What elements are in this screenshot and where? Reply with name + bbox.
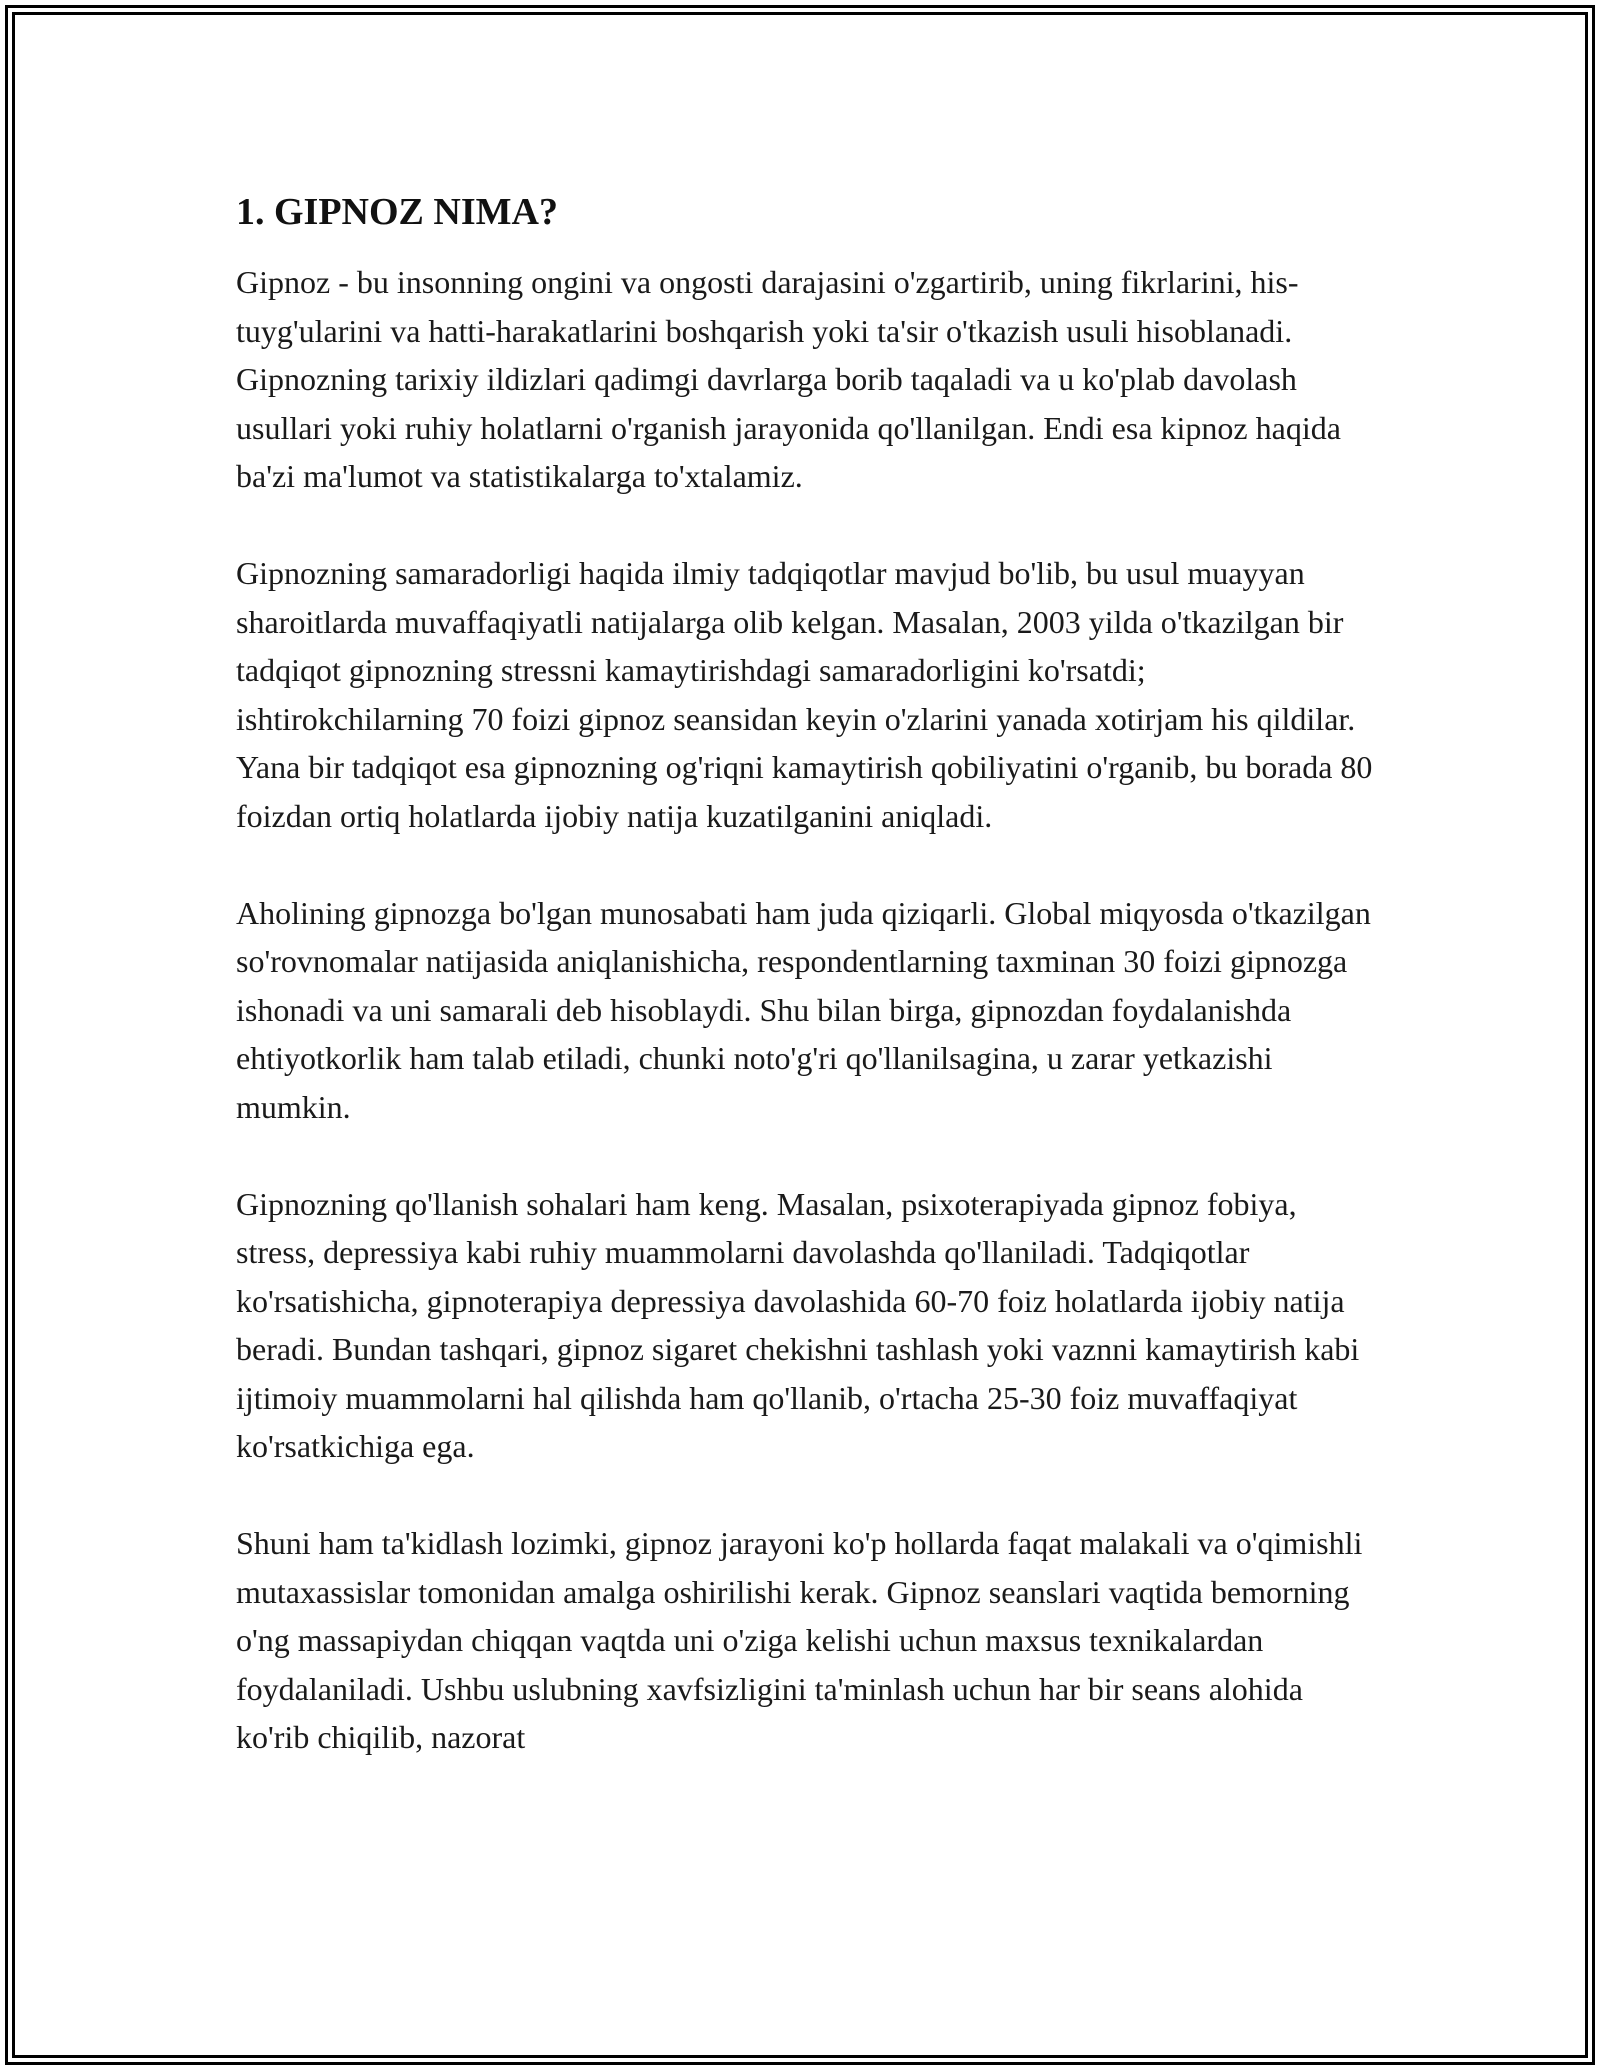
paragraph-effectiveness: Gipnozning samaradorligi haqida ilmiy tadqiqotlar mavjud bo'lib, bu usul muayyan sharoitlarda muvaffaqiyatli natijalarga olib kelgan. Masalan, 2003 yilda o'tkazilgan bir tadqiqot gipnozning stressni kamaytirishdagi samaradorligini ko'rsatdi; ishtirokchilarning 70 foizi gipnoz seansidan keyin o'zlarini yanada xotirjam his qildilar. Yana bir tadqiqot esa gipnozning og'riqni kamaytirish qobiliyatini o'rganib, bu borada 80 foizdan ortiq holatlarda ijobiy natija kuzatilganini aniqladi. <box>236 555 1373 834</box>
paragraph-definition: Gipnoz - bu insonning ongini va ongosti darajasini o'zgartirib, uning fikrlarini, his-tuyg'ularini va hatti-harakatlarini boshqarish yoki ta'sir o'tkazish usuli hisoblanadi. Gipnozning tarixiy ildizlari qadimgi davrlarga borib taqaladi va u ko'plab davolash usullari yoki ruhiy holatlarni o'rganish jarayonida qo'llanilgan. Endi esa kipnoz haqida ba'zi ma'lumot va statistikalarga to'xtalamiz. <box>236 264 1341 494</box>
section-heading: 1. GIPNOZ NIMA? <box>236 191 558 233</box>
paragraph-safety: Shuni ham ta'kidlash lozimki, gipnoz jarayoni ko'p hollarda faqat malakali va o'qimishli mutaxassislar tomonidan amalga oshirilishi kerak. Gipnoz seanslari vaqtida bemorning o'ng massapiydan chiqqan vaqtda uni o'ziga kelishi uchun maxsus texnikalardan foydalaniladi. Ushbu uslubning xavfsizligini ta'minlash uchun har bir seans alohida ko'rib chiqilib, nazorat <box>236 1525 1363 1755</box>
document-body <box>236 188 1376 1810</box>
paragraph-applications: Gipnozning qo'llanish sohalari ham keng. Masalan, psixoterapiyada gipnoz fobiya, stress, depressiya kabi ruhiy muammolarni davolashda qo'llaniladi. Tadqiqotlar ko'rsatishicha, gipnoterapiya depressiya davolashida 60-70 foiz holatlarda ijobiy natija beradi. Bundan tashqari, gipnoz sigaret chekishni tashlash yoki vaznni kamaytirish kabi ijtimoiy muammolarni hal qilishda ham qo'llanib, o'rtacha 25-30 foiz muvaffaqiyat ko'rsatkichiga ega. <box>236 1185 1360 1464</box>
paragraph-public-attitude: Aholining gipnozga bo'lgan munosabati ham juda qiziqarli. Global miqyosda o'tkazilgan so'rovnomalar natijasida aniqlanishicha, respondentlarning taxminan 30 foizi gipnozga ishonadi va uni samarali deb hisoblaydi. Shu bilan birga, gipnozdan foydalanishda ehtiyotkorlik ham talab etiladi, chunki noto'g'ri qo'llanilsagina, u zarar yetkazishi mumkin. <box>236 894 1371 1125</box>
